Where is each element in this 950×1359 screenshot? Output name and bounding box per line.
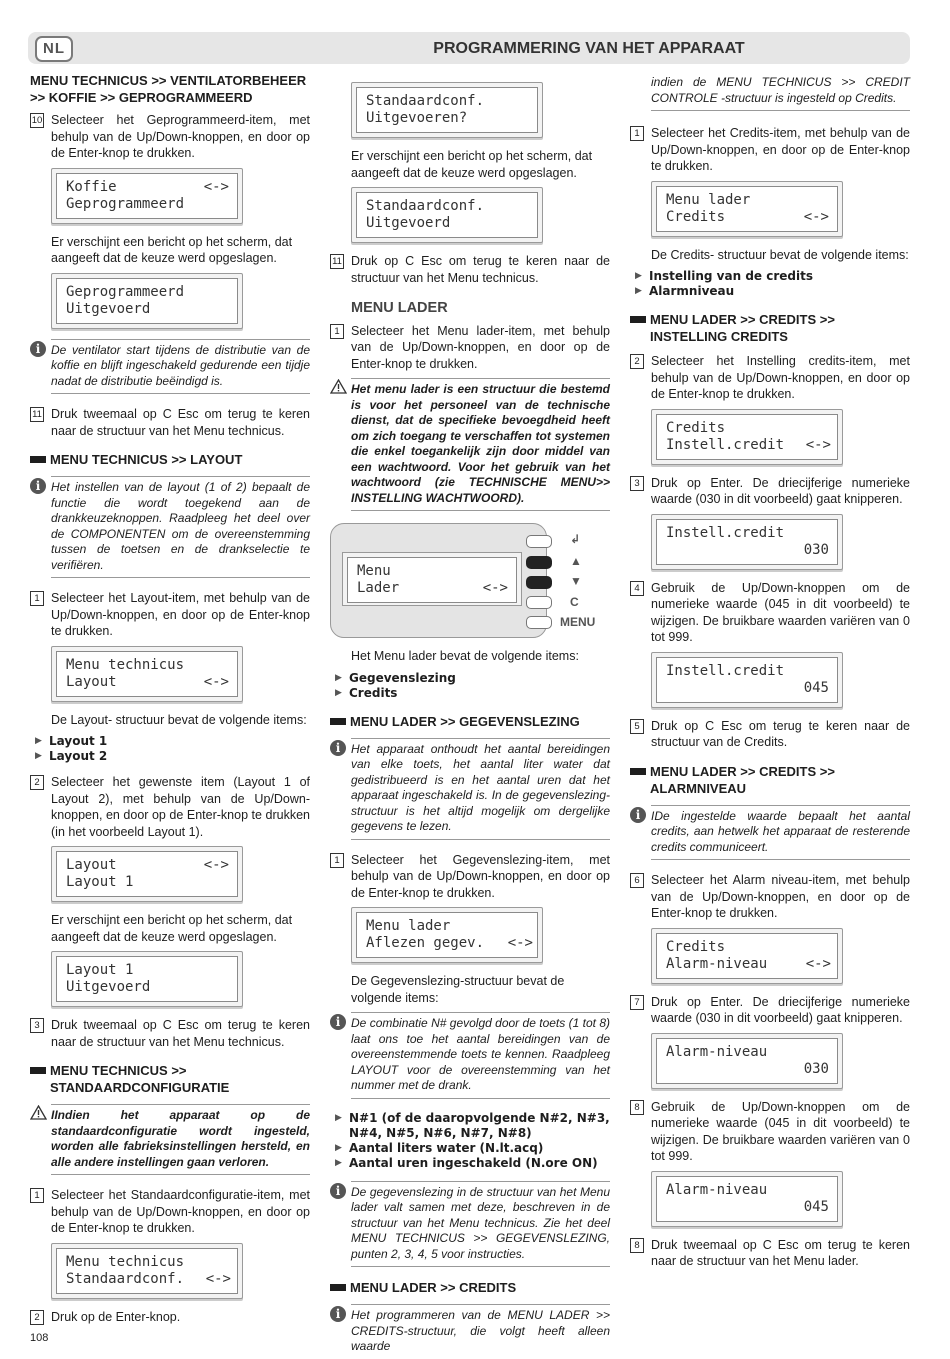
step-2: 2 Selecteer het gewenste item (Layout 1 of Layout 2), met behulp van de Up/Down-knoppen, en door op de Enter-knop te drukken (in het voorbeeld Layout 1). <box>30 774 310 840</box>
list-item: ▶ Aantal liters water (N.lt.acq) <box>335 1141 610 1156</box>
lcd-display: Instell.credit 045 <box>651 652 843 708</box>
info-icon: i <box>30 341 46 357</box>
warning-icon <box>30 1105 47 1120</box>
arrows-icon: <-> <box>205 1270 231 1287</box>
info-icon: i <box>330 1183 346 1199</box>
lcd-display: Standaardconf. Uitgevoeren? <box>351 82 543 138</box>
list-item: ▶ Credits <box>335 686 610 701</box>
step-1: 1 Selecteer het Credits-item, met behulp van de Up/Down-knoppen, en door op de Enter-knop te drukken. <box>630 125 910 175</box>
step-8: 8 Gebruik de Up/Down-knoppen om de numerieke waarde (045 in dit voorbeeld) te wijzigen. De bruikbare waarden variëren van 0 tot 999. <box>630 1099 910 1165</box>
panel-button-down <box>526 576 552 589</box>
step-4: 4 Gebruik de Up/Down-knoppen om de numerieke waarde (045 in dit voorbeeld) te wijzigen. De bruikbare waarden variëren van 0 tot 999. <box>630 580 910 646</box>
item-list <box>330 671 610 701</box>
lcd-display: Alarm-niveau 045 <box>651 1171 843 1227</box>
info-icon: i <box>330 740 346 756</box>
info-text: Het Menu lader bevat de volgende items: <box>351 649 579 663</box>
section-heading: MENU LADER >> CREDITS >> ALARMNIVEAU <box>630 763 910 797</box>
step-8: 8 Druk tweemaal op C Esc om terug te keren naar de structuur van het Menu lader. <box>630 1237 910 1270</box>
lcd-display: Alarm-niveau 030 <box>651 1033 843 1089</box>
arrows-icon: <-> <box>803 208 829 225</box>
info-icon: i <box>330 1014 346 1030</box>
enter-icon: ↲ <box>570 532 581 546</box>
info-text: Er verschijnt een bericht op het scherm, dat aangeeft dat de keuze werd opgeslagen. <box>51 234 293 265</box>
info-text: De Layout- structuur bevat de volgende items: <box>51 712 307 727</box>
step-6: 6 Selecteer het Alarm niveau-item, met behulp van de Up/Down-knoppen, en door op de Enter-knop te drukken. <box>630 872 910 922</box>
lcd-display: Credits Alarm-niveau <-> <box>651 928 843 984</box>
warning-note: Het menu lader is een structuur die bestemd is voor het personeel van de technische dienst, dat de specifieke bevoegdheid heeft om zich toegang te verschaffen tot systemen die enkel toegankelijk zijn door middel van een wachtwoord. Voor het gebruik van het wachtwoord (zie TECHNISCHE MENU>> INSTELLING WACHTWOORD). <box>330 378 610 511</box>
step-1: 1 Selecteer het Menu lader-item, met behulp van de Up/Down-knoppen, en door op de Enter-knop te drukken. <box>330 323 610 373</box>
info-text: Er verschijnt een bericht op het scherm, dat aangeeft dat de keuze werd opgeslagen. <box>351 149 593 180</box>
info-note: i De combinatie N# gevolgd door de toets (1 tot 8) laat ons toe het aantal bereidingen van de overeenstemmende toets te kennen. Raadpleeg LAYOUT voor de overeenstemming van het nummer met de drank. <box>330 1012 610 1099</box>
info-note: i Het apparaat onthoudt het aantal bereidingen van elke toets, het aantal liter water dat gedistribueerd is en het aantal uren dat het apparaat ingeschakeld is. In de gegevenslezing- structuur is het altijd mogelijk om dergelijke gegevens te lezen. <box>330 738 610 840</box>
arrows-icon: <-> <box>482 580 508 596</box>
section-heading: MENU TECHNICUS >> VENTILATORBEHEER >> KOFFIE >> GEPROGRAMMEERD <box>30 73 307 105</box>
lcd-display: Koffie Geprogrammeerd <-> <box>51 168 243 224</box>
list-item: ▶ Instelling van de credits <box>635 269 910 284</box>
section-title: MENU LADER <box>351 300 448 316</box>
item-list <box>330 1111 610 1171</box>
panel-button-up <box>526 556 552 569</box>
lcd-display: Menu technicus Standaardconf. <-> <box>51 1243 243 1299</box>
info-icon: i <box>630 807 646 823</box>
page-number: 108 <box>30 1332 49 1344</box>
step-10: 10 Selecteer het Geprogrammeerd-item, met behulp van de Up/Down-knoppen, en door op de Enter-knop te drukken. <box>31 113 310 160</box>
step-3: 3 Druk op Enter. De driecijferige numerieke waarde (030 in dit voorbeeld) gaat knipperen. <box>630 475 910 508</box>
item-list <box>30 734 310 764</box>
page-header <box>28 32 910 64</box>
info-icon: i <box>330 1306 346 1322</box>
list-item: ▶ Layout 2 <box>35 749 310 764</box>
warning-icon <box>330 379 347 394</box>
list-item: ▶ N#1 (of de daaropvolgende N#2, N#3, N#4, N#5, N#6, N#7, N#8) <box>335 1111 610 1141</box>
step-5: 5 Druk op C Esc om terug te keren naar de structuur van de Credits. <box>630 718 910 751</box>
list-item: ▶ Layout 1 <box>35 734 310 749</box>
lcd-display: Layout Layout 1 <-> <box>51 846 243 902</box>
step-7: 7 Druk op Enter. De driecijferige numerieke waarde (030 in dit voorbeeld) gaat knipperen. <box>630 994 910 1027</box>
info-icon: i <box>30 478 46 494</box>
panel-button-esc <box>526 596 552 609</box>
arrows-icon: <-> <box>203 857 229 873</box>
column-3 <box>630 72 910 1276</box>
warning-note: IIndien het apparaat op de standaardconfiguratie wordt ingesteld, worden alle fabrieksinstellingen hersteld, en alle andere instellingen gaan verloren. <box>30 1104 310 1175</box>
lcd-display: Menu lader Aflezen gegev. <-> <box>351 907 543 963</box>
lcd-display: Layout 1 Uitgevoerd <box>51 951 243 1007</box>
info-note: i IDe ingestelde waarde bepaalt het aantal credits, aan hetwelk het apparaat de resterende credits communiceert. <box>630 805 910 861</box>
column-2 <box>330 82 610 1359</box>
lcd-display: Instell.credit 030 <box>651 514 843 570</box>
info-note: i De ventilator start tijdens de distributie van de koffie en blijft ingeschakeld gedurende een tijdje nadat de distributie beëindigd is. <box>30 339 310 395</box>
info-text: Er verschijnt een bericht op het scherm, dat aangeeft dat de keuze werd opgeslagen. <box>51 913 293 944</box>
column-1 <box>30 72 310 1331</box>
step-1: 1 Selecteer het Layout-item, met behulp van de Up/Down-knoppen, en door op de Enter-knop te drukken. <box>30 590 310 640</box>
up-arrow-icon: ▲ <box>570 554 582 568</box>
section-heading: MENU LADER >> GEGEVENSLEZING <box>330 713 610 730</box>
info-note: i De gegevenslezing in de structuur van het Menu lader valt samen met deze, beschreven in de structuur van het Menu technicus. Zie het deel MENU TECHNICUS >> GEGEVENSLEZING, punten 2, 3, 4, 5 voor instructies. <box>330 1181 610 1268</box>
page-title: PROGRAMMERING VAN HET APPARAAT <box>433 40 745 57</box>
down-arrow-icon: ▼ <box>570 574 582 588</box>
control-panel-illustration <box>330 523 610 638</box>
item-list <box>630 269 910 299</box>
arrows-icon: <-> <box>203 673 229 690</box>
section-heading: MENU LADER >> CREDITS >> INSTELLING CREDITS <box>630 311 910 345</box>
arrows-icon: <-> <box>203 178 229 195</box>
step-1: 1 Selecteer het Gegevenslezing-item, met behulp van de Up/Down-knoppen, en door op de Enter-knop te drukken. <box>330 852 610 902</box>
info-note: i Het programmeren van de MENU LADER >> CREDITS-structuur, die volgt heeft alleen waarde <box>330 1304 610 1359</box>
lcd-display: Menu Lader <-> <box>342 552 522 606</box>
arrows-icon: <-> <box>507 935 533 951</box>
info-text: De Gegevenslezing-structuur bevat de volgende items: <box>351 974 565 1005</box>
arrows-icon: <-> <box>805 436 831 453</box>
step-1: 1 Selecteer het Standaardconfiguratie-item, met behulp van de Up/Down-knoppen, en door op de Enter-knop te drukken. <box>30 1187 310 1237</box>
info-text: De Credits- structuur bevat de volgende items: <box>651 247 909 262</box>
panel-button-menu <box>526 616 552 629</box>
step-11: 11 Druk op C Esc om terug te keren naar de structuur van het Menu technicus. <box>330 253 610 286</box>
panel-button-enter <box>526 535 552 548</box>
lcd-display: Standaardconf. Uitgevoerd <box>351 187 543 243</box>
language-badge: NL <box>35 36 73 62</box>
list-item: ▶ Gegevenslezing <box>335 671 610 686</box>
lcd-display: Credits Instell.credit <-> <box>651 409 843 465</box>
lcd-display: Menu lader Credits <-> <box>651 181 843 237</box>
section-heading: MENU LADER >> CREDITS <box>330 1279 610 1296</box>
menu-label: MENU <box>560 615 596 629</box>
step-3: 3 Druk tweemaal op C Esc om terug te keren naar de structuur van het Menu technicus. <box>30 1017 310 1050</box>
lcd-display: Geprogrammeerd Uitgevoerd <box>51 273 243 329</box>
section-heading: MENU TECHNICUS >> STANDAARDCONFIGURATIE <box>30 1062 310 1096</box>
step-11: 11 Druk tweemaal op C Esc om terug te keren naar de structuur van het Menu technicus. <box>30 406 310 439</box>
section-heading: MENU TECHNICUS >> LAYOUT <box>30 451 310 468</box>
lcd-display: Menu technicus Layout <-> <box>51 646 243 702</box>
step-2: 2 Selecteer het Instelling credits-item, met behulp van de Up/Down-knoppen, en door op de Enter-knop te drukken. <box>630 353 910 403</box>
info-note: i Het instellen van de layout (1 of 2) bepaalt de functie die wordt toegekend aan de drankkeuzeknoppen. Raadpleeg het deel over de COMPONENTEN om de overeenstemming tussen de toetsen en de drankselectie te verifiëren. <box>30 476 310 578</box>
step-2: 2 Druk op de Enter-knop. <box>30 1309 310 1326</box>
esc-label: C <box>570 595 579 609</box>
list-item: ▶ Alarmniveau <box>635 284 910 299</box>
arrows-icon: <-> <box>805 955 831 972</box>
list-item: ▶ Aantal uren ingeschakeld (N.ore ON) <box>335 1156 610 1171</box>
continued-note: indien de MENU TECHNICUS >> CREDIT CONTROLE -structuur is ingesteld op Credits. <box>630 72 910 111</box>
